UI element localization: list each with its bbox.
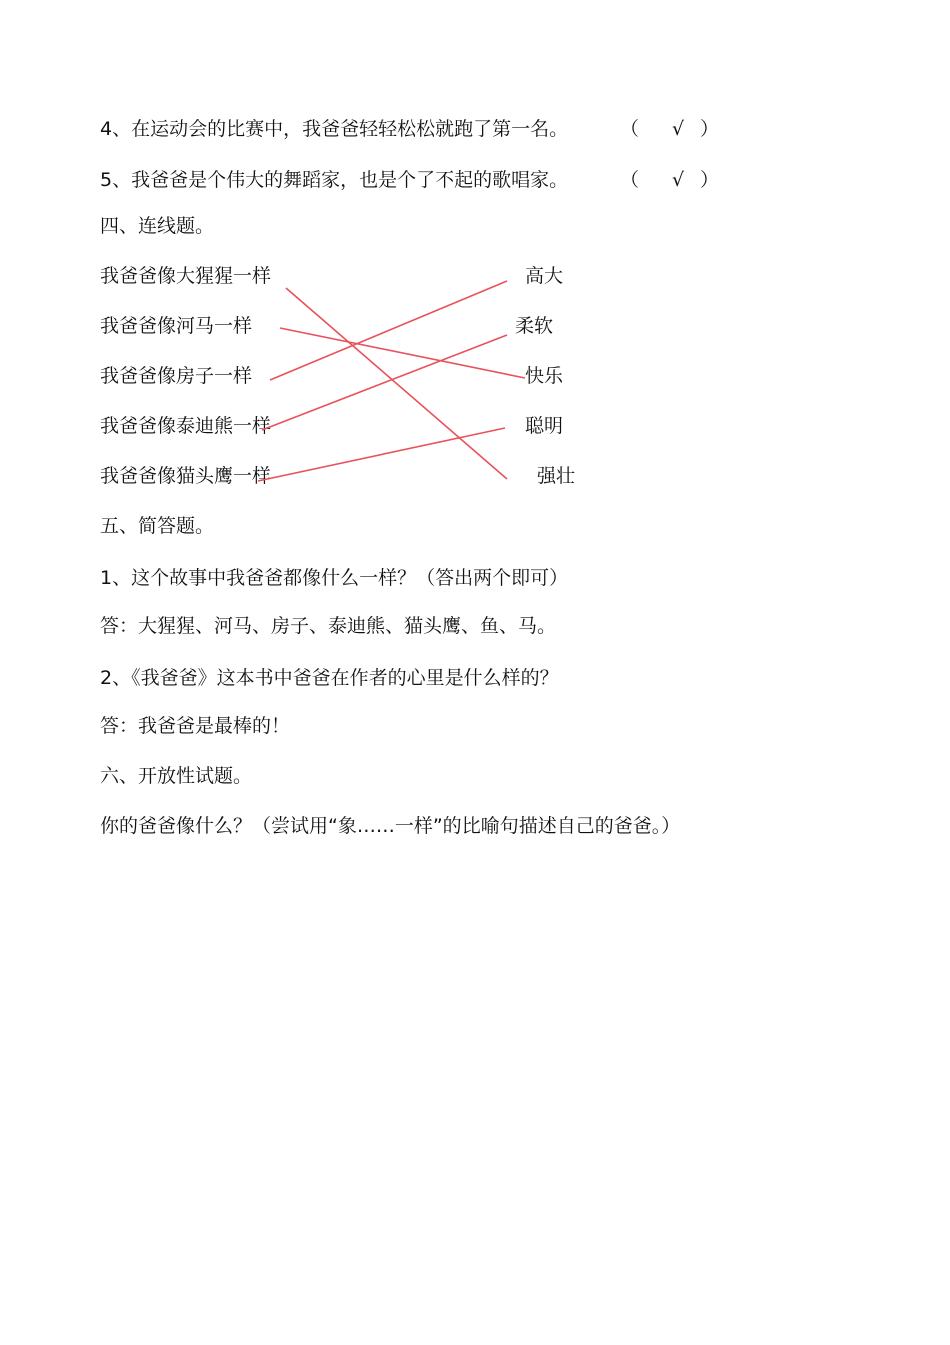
connection-line	[258, 428, 505, 481]
open-question: 你的爸爸像什么？（尝试用“象……一样”的比喻句描述自己的爸爸。）	[100, 815, 681, 837]
tf-item-5-answer-check: √	[672, 169, 685, 191]
match-left-item: 我爸爸像河马一样	[100, 315, 253, 337]
question-1: 1、这个故事中我爸爸都像什么一样？（答出两个即可）	[100, 567, 569, 589]
match-left-item: 我爸爸像大猩猩一样	[100, 265, 272, 287]
match-right-item: 强壮	[537, 465, 576, 487]
match-right-item: 聪明	[525, 415, 564, 437]
answer-2: 答：我爸爸是最棒的！	[100, 715, 291, 737]
tf-item-5-close-paren: ）	[700, 169, 720, 191]
connection-line	[270, 281, 507, 380]
connection-line	[280, 328, 525, 378]
tf-item-4-text: 4、在运动会的比赛中，我爸爸轻轻松松就跑了第一名。	[100, 118, 569, 140]
tf-item-4-close-paren: ）	[700, 118, 720, 140]
tf-item-4-answer-check: √	[672, 118, 685, 140]
match-left-item: 我爸爸像房子一样	[100, 365, 253, 387]
connection-line	[286, 288, 507, 479]
tf-item-5-text: 5、我爸爸是个伟大的舞蹈家，也是个了不起的歌唱家。	[100, 169, 569, 191]
match-left-item: 我爸爸像猫头鹰一样	[100, 465, 272, 487]
question-2: 2、《我爸爸》这本书中爸爸在作者的心里是什么样的？	[100, 667, 559, 689]
section-4-heading: 四、连线题。	[100, 215, 215, 237]
match-right-item: 高大	[525, 265, 564, 287]
tf-item-5-open-paren: （	[620, 169, 640, 191]
section-5-heading: 五、简答题。	[100, 515, 215, 537]
match-left-item: 我爸爸像泰迪熊一样	[100, 415, 272, 437]
tf-item-4-open-paren: （	[620, 118, 640, 140]
answer-1: 答：大猩猩、河马、房子、泰迪熊、猫头鹰、鱼、马。	[100, 615, 557, 637]
match-right-item: 柔软	[515, 315, 554, 337]
match-right-item: 快乐	[525, 365, 564, 387]
section-6-heading: 六、开放性试题。	[100, 765, 253, 787]
